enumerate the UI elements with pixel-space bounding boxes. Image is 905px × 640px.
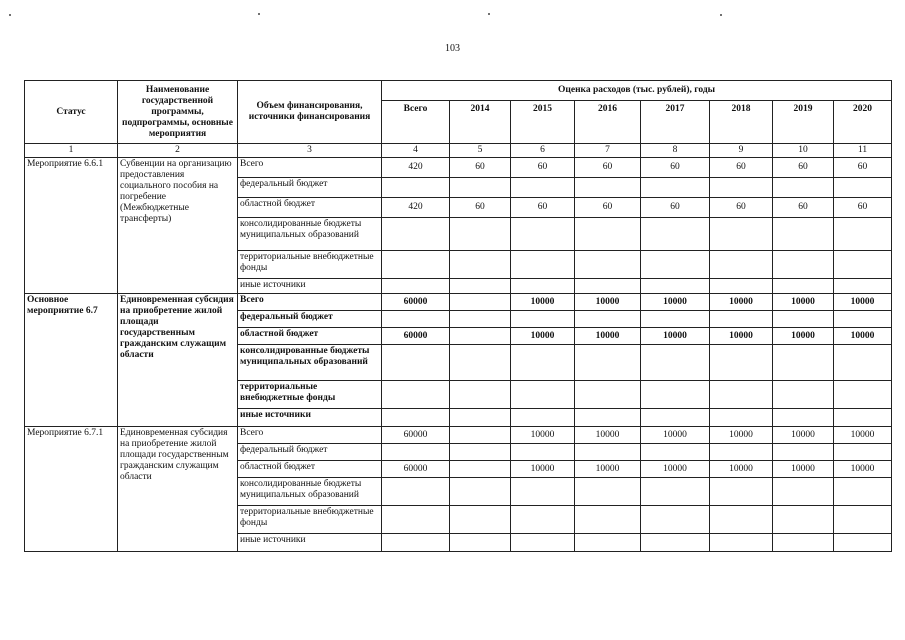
value-cell — [641, 178, 710, 198]
value-cell: 10000 — [834, 427, 892, 444]
value-cell — [641, 381, 710, 409]
value-cell — [773, 478, 834, 506]
value-cell: 60 — [834, 158, 892, 178]
value-cell — [834, 534, 892, 552]
value-cell: 60000 — [382, 328, 450, 345]
value-cell — [834, 506, 892, 534]
value-cell: 60 — [773, 158, 834, 178]
value-cell — [834, 409, 892, 427]
header-estimate: Оценка расходов (тыс. рублей), годы — [382, 81, 892, 101]
value-cell — [382, 478, 450, 506]
value-cell — [450, 427, 511, 444]
value-cell — [773, 218, 834, 251]
header-year: 2018 — [710, 101, 773, 144]
table-row — [25, 294, 892, 311]
value-cell — [511, 178, 575, 198]
status-cell: Мероприятие 6.6.1 — [25, 158, 118, 294]
value-cell: 60 — [641, 198, 710, 218]
value-cell — [575, 345, 641, 381]
value-cell — [710, 409, 773, 427]
value-cell — [511, 478, 575, 506]
header-year: 2014 — [450, 101, 511, 144]
column-number: 2 — [118, 144, 238, 158]
value-cell — [575, 311, 641, 328]
value-cell — [834, 218, 892, 251]
source-cell: консолидированные бюджеты муниципальных образований — [238, 345, 382, 381]
value-cell — [511, 311, 575, 328]
value-cell: 10000 — [641, 294, 710, 311]
source-cell: консолидированные бюджеты муниципальных образований — [238, 478, 382, 506]
value-cell — [450, 178, 511, 198]
value-cell — [710, 345, 773, 381]
value-cell — [773, 506, 834, 534]
value-cell — [641, 409, 710, 427]
value-cell — [773, 279, 834, 294]
value-cell — [834, 381, 892, 409]
value-cell: 60 — [450, 158, 511, 178]
value-cell — [575, 218, 641, 251]
value-cell — [710, 251, 773, 279]
value-cell: 60000 — [382, 427, 450, 444]
value-cell: 10000 — [773, 328, 834, 345]
scan-speck — [9, 14, 11, 16]
value-cell — [773, 178, 834, 198]
value-cell — [773, 444, 834, 461]
value-cell — [511, 506, 575, 534]
value-cell: 10000 — [511, 294, 575, 311]
value-cell — [450, 409, 511, 427]
value-cell: 420 — [382, 158, 450, 178]
value-cell — [382, 381, 450, 409]
value-cell — [450, 534, 511, 552]
source-cell: консолидированные бюджеты муниципальных образований — [238, 218, 382, 251]
value-cell — [773, 534, 834, 552]
value-cell — [834, 444, 892, 461]
column-number: 11 — [834, 144, 892, 158]
column-number: 9 — [710, 144, 773, 158]
value-cell: 10000 — [641, 328, 710, 345]
status-cell: Основное мероприятие 6.7 — [25, 294, 118, 427]
value-cell — [575, 279, 641, 294]
value-cell — [511, 381, 575, 409]
value-cell: 10000 — [773, 294, 834, 311]
source-cell: Всего — [238, 427, 382, 444]
header-year: 2020 — [834, 101, 892, 144]
value-cell — [710, 534, 773, 552]
value-cell — [641, 279, 710, 294]
value-cell — [641, 478, 710, 506]
value-cell — [382, 251, 450, 279]
scan-speck — [258, 13, 260, 15]
source-cell: областной бюджет — [238, 328, 382, 345]
value-cell — [450, 279, 511, 294]
value-cell: 60 — [575, 198, 641, 218]
value-cell: 10000 — [575, 294, 641, 311]
value-cell — [575, 409, 641, 427]
source-cell: иные источники — [238, 534, 382, 552]
value-cell — [641, 345, 710, 381]
scan-speck — [488, 13, 490, 15]
value-cell — [382, 218, 450, 251]
source-cell: территориальные внебюджетные фонды — [238, 251, 382, 279]
value-cell — [382, 506, 450, 534]
value-cell: 10000 — [773, 427, 834, 444]
value-cell — [511, 534, 575, 552]
header-year: 2016 — [575, 101, 641, 144]
value-cell: 10000 — [710, 427, 773, 444]
scan-speck — [720, 14, 722, 16]
value-cell — [450, 328, 511, 345]
value-cell — [641, 251, 710, 279]
program-name-cell: Единовременная субсидия на приобретение жилой площади государственным гражданским служащим области — [118, 294, 238, 427]
value-cell — [641, 218, 710, 251]
value-cell: 10000 — [575, 328, 641, 345]
source-cell: областной бюджет — [238, 198, 382, 218]
value-cell — [575, 478, 641, 506]
value-cell — [641, 534, 710, 552]
value-cell: 10000 — [710, 328, 773, 345]
value-cell — [834, 279, 892, 294]
value-cell — [710, 478, 773, 506]
value-cell: 10000 — [575, 461, 641, 478]
value-cell — [511, 444, 575, 461]
source-cell: территориальные внебюджетные фонды — [238, 506, 382, 534]
budget-table — [24, 80, 892, 552]
value-cell — [575, 178, 641, 198]
value-cell — [641, 311, 710, 328]
value-cell: 60 — [834, 198, 892, 218]
value-cell — [834, 178, 892, 198]
column-number: 3 — [238, 144, 382, 158]
program-name-cell: Единовременная субсидия на приобретение жилой площади государственным гражданским служащим области — [118, 427, 238, 552]
value-cell: 10000 — [834, 294, 892, 311]
value-cell — [450, 311, 511, 328]
source-cell: иные источники — [238, 409, 382, 427]
value-cell — [382, 311, 450, 328]
value-cell — [575, 251, 641, 279]
column-number: 7 — [575, 144, 641, 158]
value-cell — [773, 409, 834, 427]
value-cell: 60 — [450, 198, 511, 218]
value-cell — [641, 444, 710, 461]
value-cell — [834, 478, 892, 506]
column-number: 4 — [382, 144, 450, 158]
value-cell: 60000 — [382, 461, 450, 478]
value-cell — [834, 345, 892, 381]
value-cell — [710, 311, 773, 328]
value-cell — [773, 381, 834, 409]
value-cell — [382, 534, 450, 552]
value-cell: 10000 — [773, 461, 834, 478]
header-volume: Объем финансирования, источники финансирования — [238, 81, 382, 144]
source-cell: иные источники — [238, 279, 382, 294]
value-cell — [382, 345, 450, 381]
program-name-cell: Субвенции на организацию предоставления социального пособия на погребение (Межбюджетные трансферты) — [118, 158, 238, 294]
value-cell: 60 — [710, 158, 773, 178]
value-cell — [450, 345, 511, 381]
value-cell: 10000 — [641, 427, 710, 444]
value-cell: 420 — [382, 198, 450, 218]
value-cell: 10000 — [511, 427, 575, 444]
value-cell — [450, 294, 511, 311]
value-cell: 60 — [710, 198, 773, 218]
value-cell — [834, 311, 892, 328]
value-cell — [575, 506, 641, 534]
value-cell — [511, 218, 575, 251]
column-number: 8 — [641, 144, 710, 158]
value-cell: 60 — [511, 158, 575, 178]
value-cell — [575, 444, 641, 461]
value-cell — [382, 279, 450, 294]
header-year: 2015 — [511, 101, 575, 144]
value-cell: 10000 — [834, 461, 892, 478]
column-number: 10 — [773, 144, 834, 158]
header-name: Наименование государственной программы, подпрограммы, основные мероприятия — [118, 81, 238, 144]
column-number: 1 — [25, 144, 118, 158]
value-cell — [710, 444, 773, 461]
value-cell: 10000 — [641, 461, 710, 478]
source-cell: Всего — [238, 158, 382, 178]
header-status: Статус — [25, 81, 118, 144]
value-cell — [450, 381, 511, 409]
value-cell — [710, 506, 773, 534]
value-cell — [710, 218, 773, 251]
value-cell — [575, 534, 641, 552]
header-year: 2019 — [773, 101, 834, 144]
value-cell — [450, 461, 511, 478]
value-cell — [450, 478, 511, 506]
value-cell — [450, 444, 511, 461]
value-cell: 60 — [641, 158, 710, 178]
source-cell: Всего — [238, 294, 382, 311]
value-cell — [511, 279, 575, 294]
value-cell — [511, 251, 575, 279]
source-cell: территориальные внебюджетные фонды — [238, 381, 382, 409]
value-cell: 10000 — [710, 294, 773, 311]
source-cell: федеральный бюджет — [238, 178, 382, 198]
value-cell — [575, 381, 641, 409]
value-cell — [511, 409, 575, 427]
value-cell: 10000 — [511, 328, 575, 345]
value-cell — [710, 381, 773, 409]
value-cell — [382, 178, 450, 198]
value-cell — [450, 506, 511, 534]
value-cell — [450, 251, 511, 279]
column-number: 5 — [450, 144, 511, 158]
value-cell: 10000 — [710, 461, 773, 478]
value-cell — [773, 345, 834, 381]
value-cell: 10000 — [511, 461, 575, 478]
table-row — [25, 158, 892, 178]
header-year: 2017 — [641, 101, 710, 144]
value-cell — [382, 409, 450, 427]
value-cell — [382, 444, 450, 461]
value-cell — [710, 178, 773, 198]
page-number: 103 — [445, 43, 460, 54]
value-cell: 60 — [773, 198, 834, 218]
source-cell: областной бюджет — [238, 461, 382, 478]
column-number: 6 — [511, 144, 575, 158]
status-cell: Мероприятие 6.7.1 — [25, 427, 118, 552]
source-cell: федеральный бюджет — [238, 311, 382, 328]
value-cell: 10000 — [834, 328, 892, 345]
value-cell: 60000 — [382, 294, 450, 311]
value-cell — [834, 251, 892, 279]
table-row — [25, 427, 892, 444]
value-cell — [773, 251, 834, 279]
value-cell — [710, 279, 773, 294]
value-cell: 10000 — [575, 427, 641, 444]
value-cell — [773, 311, 834, 328]
value-cell — [511, 345, 575, 381]
source-cell: федеральный бюджет — [238, 444, 382, 461]
value-cell: 60 — [575, 158, 641, 178]
value-cell — [450, 218, 511, 251]
value-cell — [641, 506, 710, 534]
header-year: Всего — [382, 101, 450, 144]
value-cell: 60 — [511, 198, 575, 218]
